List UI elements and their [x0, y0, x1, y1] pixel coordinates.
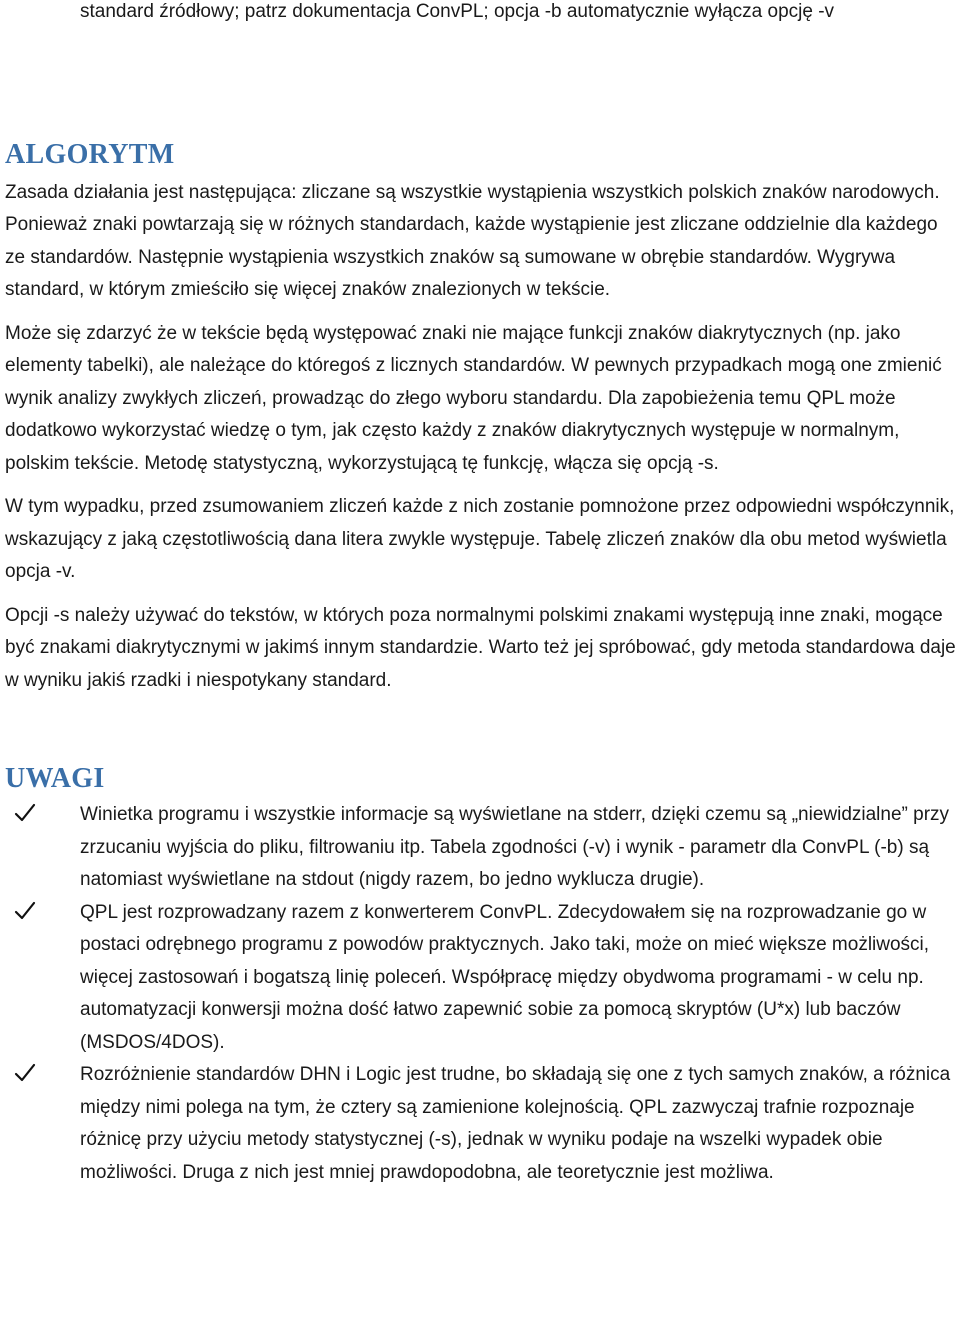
list-item: [5, 897, 957, 1060]
section-heading-algorytm: ALGORYTM: [5, 138, 175, 170]
list-item-text: Winietka programu i wszystkie informacje są wyświetlane na stderr, dzięki czemu są „niewidzialne” przy zrzucaniu wyjścia do pliku, filtrowaniu itp. Tabela zgodności (-v) i wynik - parametr dla ConvPL (-b) są natomiast wyświetlane na stdout (nigdy razem, bo jedno wyklucza drugie).: [80, 804, 950, 890]
check-icon: [13, 899, 37, 923]
algorytm-paragraph-2: Może się zdarzyć że w tekście będą występować znaki nie mające funkcji znaków diakrytycznych (np. jako elementy tabelki), ale należące do któregoś z licznych standardów. W pewnych przypadkach mogą one zmienić wynik analizy zwykłych zliczeń, prowadząc do złego wyboru standardu. Dla zapobieżenia temu QPL może dodatkowo wykorzystać wiedzę o tym, jak często każdy z znaków diakrytycznych występuje w normalnym, polskim tekście. Metodę statystyczną, wykorzystującą tę funkcję, włącza się opcją -s.: [5, 322, 942, 474]
intro-paragraph: standard źródłowy; patrz dokumentacja ConvPL; opcja -b automatycznie wyłącza opcję -v: [80, 1, 835, 22]
list-item-text: QPL jest rozprowadzany razem z konwerterem ConvPL. Zdecydowałem się na rozprowadzanie go w postaci odrębnego programu z powodów praktycznych. Jako taki, może on mieć większe możliwości, więcej zastosowań i bogatszą linię poleceń. Współpracę między obydwoma programami - w celu np. automatyzacji konwersji można dość łatwo zapewnić sobie za pomocą skryptów (U*x) lub baczów (MSDOS/4DOS).: [80, 901, 930, 1053]
section-heading-uwagi: UWAGI: [5, 763, 105, 794]
algorytm-paragraph-4: Opcji -s należy używać do tekstów, w których poza normalnymi polskimi znakami występują inne znaki, mogące być znakami diakrytycznymi w jakimś innym standardzie. Warto też jej spróbować, gdy metoda standardowa daje w wyniku jakiś rzadki i niespotykany standard.: [5, 604, 956, 691]
check-icon: [13, 1061, 37, 1085]
document-page: [5, 0, 957, 1189]
list-item: [5, 799, 957, 897]
algorytm-paragraph-1: Zasada działania jest następująca: zliczane są wszystkie wystąpienia wszystkich polskich znaków narodowych. Ponieważ znaki powtarzają się w różnych standardach, każde wystąpienie jest zliczane oddzielnie dla każdego ze standardów. Następnie wystąpienia wszystkich znaków są sumowane w obrębie standardów. Wygrywa standard, w którym zmieściło się więcej znaków znalezionych w tekście.: [5, 181, 940, 300]
algorytm-paragraph-3: W tym wypadku, przed zsumowaniem zliczeń każde z nich zostanie pomnożone przez odpowiedni współczynnik, wskazujący z jaką częstotliwością dana litera zwykle występuje. Tabelę zliczeń znaków dla obu metod wyświetla opcja -v.: [5, 496, 955, 582]
check-icon: [13, 801, 37, 825]
list-item: [5, 1059, 957, 1189]
uwagi-list: [5, 799, 957, 1189]
list-item-text: Rozróżnienie standardów DHN i Logic jest trudne, bo składają się one z tych samych znaków, a różnica między nimi polega na tym, że cztery są zamienione kolejnością. QPL zazwyczaj trafnie rozpoznaje różnicę przy użyciu metody statystycznej (-s), jednak w wyniku podaje na wszelki wypadek obie możliwości. Druga z nich jest mniej prawdopodobna, ale teoretycznie jest możliwa.: [80, 1064, 951, 1183]
